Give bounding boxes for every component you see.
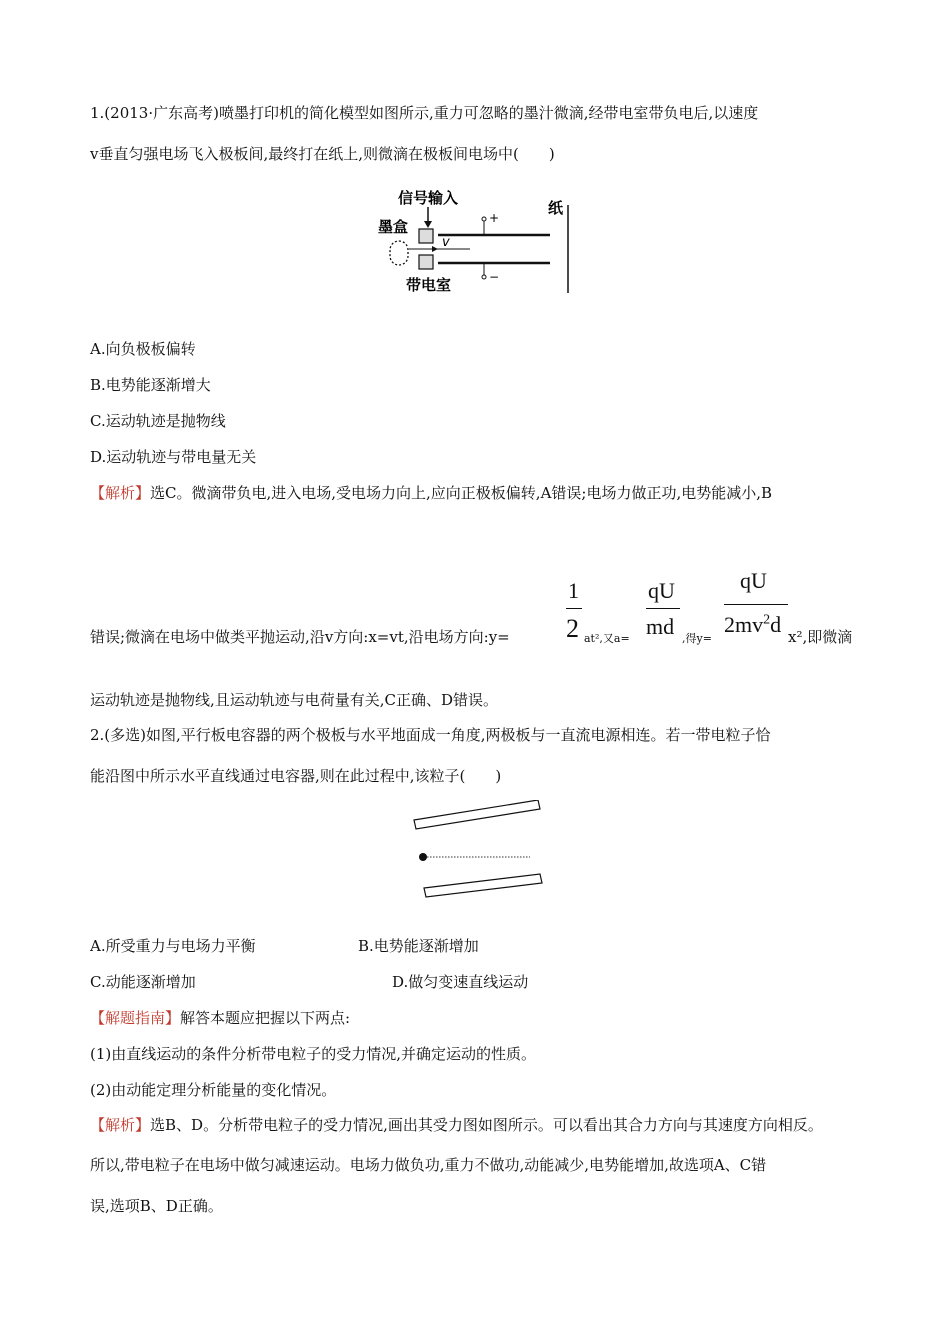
- frac-y-den-main: 2mv: [724, 612, 764, 637]
- upper-plate: [414, 800, 540, 829]
- signal-input-label: 信号输入: [398, 189, 459, 207]
- paper-label: 纸: [548, 199, 564, 217]
- q1-option-c: C.运动轨迹是抛物线: [90, 412, 226, 430]
- q1-analysis-text2a: 错误;微滴在电场中做类平抛运动,沿v方向:x=vt,沿电场方向:y=: [90, 628, 510, 646]
- charged-particle: [419, 853, 427, 861]
- ink-box: [390, 241, 408, 265]
- q1-stem-line1: 1.(2013·广东高考)喷墨打印机的简化模型如图所示,重力可忽略的墨汁微滴,经带电室带负电后,以速度: [90, 104, 759, 122]
- q2-guide-tag: 【解题指南】: [90, 1009, 181, 1027]
- frac-y-den: [724, 612, 781, 638]
- frac-a-den: md: [646, 614, 675, 639]
- q1-analysis-text2c: ,得y=: [682, 632, 712, 645]
- q1-analysis-text2d: x²,即微滴: [788, 628, 853, 646]
- plus-terminal: [482, 217, 486, 221]
- inkjet-printer-diagram: [370, 185, 580, 295]
- q1-option-b: B.电势能逐渐增大: [90, 376, 211, 394]
- frac-a-num: qU: [648, 578, 675, 603]
- capacitor-diagram: [408, 800, 548, 900]
- frac-a-bar: [646, 608, 680, 609]
- q1-analysis-line1: [90, 482, 772, 503]
- velocity-arrowhead: [432, 246, 438, 252]
- frac-y-bar: [724, 604, 788, 605]
- q1-option-d: D.运动轨迹与带电量无关: [90, 448, 257, 466]
- frac-half-num: 1: [568, 578, 579, 603]
- frac-y-den-sup: 2: [763, 612, 771, 628]
- q2-stem-line1: 2.(多选)如图,平行板电容器的两个极板与水平地面成一角度,两极板与一直流电源相连。若一带电粒子恰: [90, 726, 771, 744]
- q2-analysis-text1: 选B、D。分析带电粒子的受力情况,画出其受力图如图所示。可以看出其合力方向与其速度方向相反。: [150, 1116, 823, 1134]
- charge-room-top: [419, 229, 433, 243]
- charge-room-label: 带电室: [406, 276, 452, 294]
- q2-option-b: B.电势能逐渐增加: [358, 937, 479, 955]
- q2-option-c: C.动能逐渐增加: [90, 973, 196, 991]
- q1-analysis-line3: 运动轨迹是抛物线,且运动轨迹与电荷量有关,C正确、D错误。: [90, 691, 499, 709]
- q2-option-a: A.所受重力与电场力平衡: [90, 937, 256, 955]
- q2-analysis-line2: 所以,带电粒子在电场中做匀减速运动。电场力做负功,重力不做功,动能减少,电势能增加,故选项A、C错: [90, 1156, 767, 1174]
- q2-analysis-tag: 【解析】: [90, 1116, 151, 1134]
- q2-option-d: D.做匀变速直线运动: [392, 973, 529, 991]
- charge-room-bottom: [419, 255, 433, 269]
- minus-terminal: [482, 275, 486, 279]
- frac-y-num: qU: [740, 568, 767, 593]
- q1-analysis-tag: 【解析】: [90, 484, 151, 502]
- q2-guide-point1: (1)由直线运动的条件分析带电粒子的受力情况,并确定运动的性质。: [90, 1045, 537, 1063]
- q1-stem-line2: v垂直匀强电场飞入极板间,最终打在纸上,则微滴在极板间电场中( ): [90, 145, 555, 163]
- q1-analysis-text1: 选C。微滴带负电,进入电场,受电场力向上,应向正极板偏转,A错误;电场力做正功,电势能减小,B: [150, 484, 773, 502]
- q2-guide-text: 解答本题应把握以下两点:: [180, 1009, 351, 1027]
- q1-option-a: A.向负极板偏转: [90, 340, 196, 358]
- q2-analysis-line3: 误,选项B、D正确。: [90, 1197, 223, 1215]
- q1-analysis-line2a: [90, 626, 510, 647]
- q2-guide-line: [90, 1007, 350, 1028]
- plus-label: +: [489, 211, 500, 225]
- q2-stem-line2: 能沿图中所示水平直线通过电容器,则在此过程中,该粒子( ): [90, 767, 502, 785]
- signal-arrowhead: [424, 221, 432, 228]
- velocity-label: v: [442, 235, 450, 250]
- lower-plate: [424, 874, 542, 897]
- q1-analysis-text2b: at²,又a=: [584, 632, 630, 645]
- minus-label: −: [489, 270, 500, 284]
- frac-half-den: 2: [566, 614, 579, 643]
- q2-analysis-line1: [90, 1114, 823, 1135]
- frac-half-bar: [566, 608, 582, 609]
- q2-guide-point2: (2)由动能定理分析能量的变化情况。: [90, 1081, 337, 1099]
- ink-box-label: 墨盒: [378, 218, 409, 236]
- frac-y-den-tail: d: [770, 612, 782, 637]
